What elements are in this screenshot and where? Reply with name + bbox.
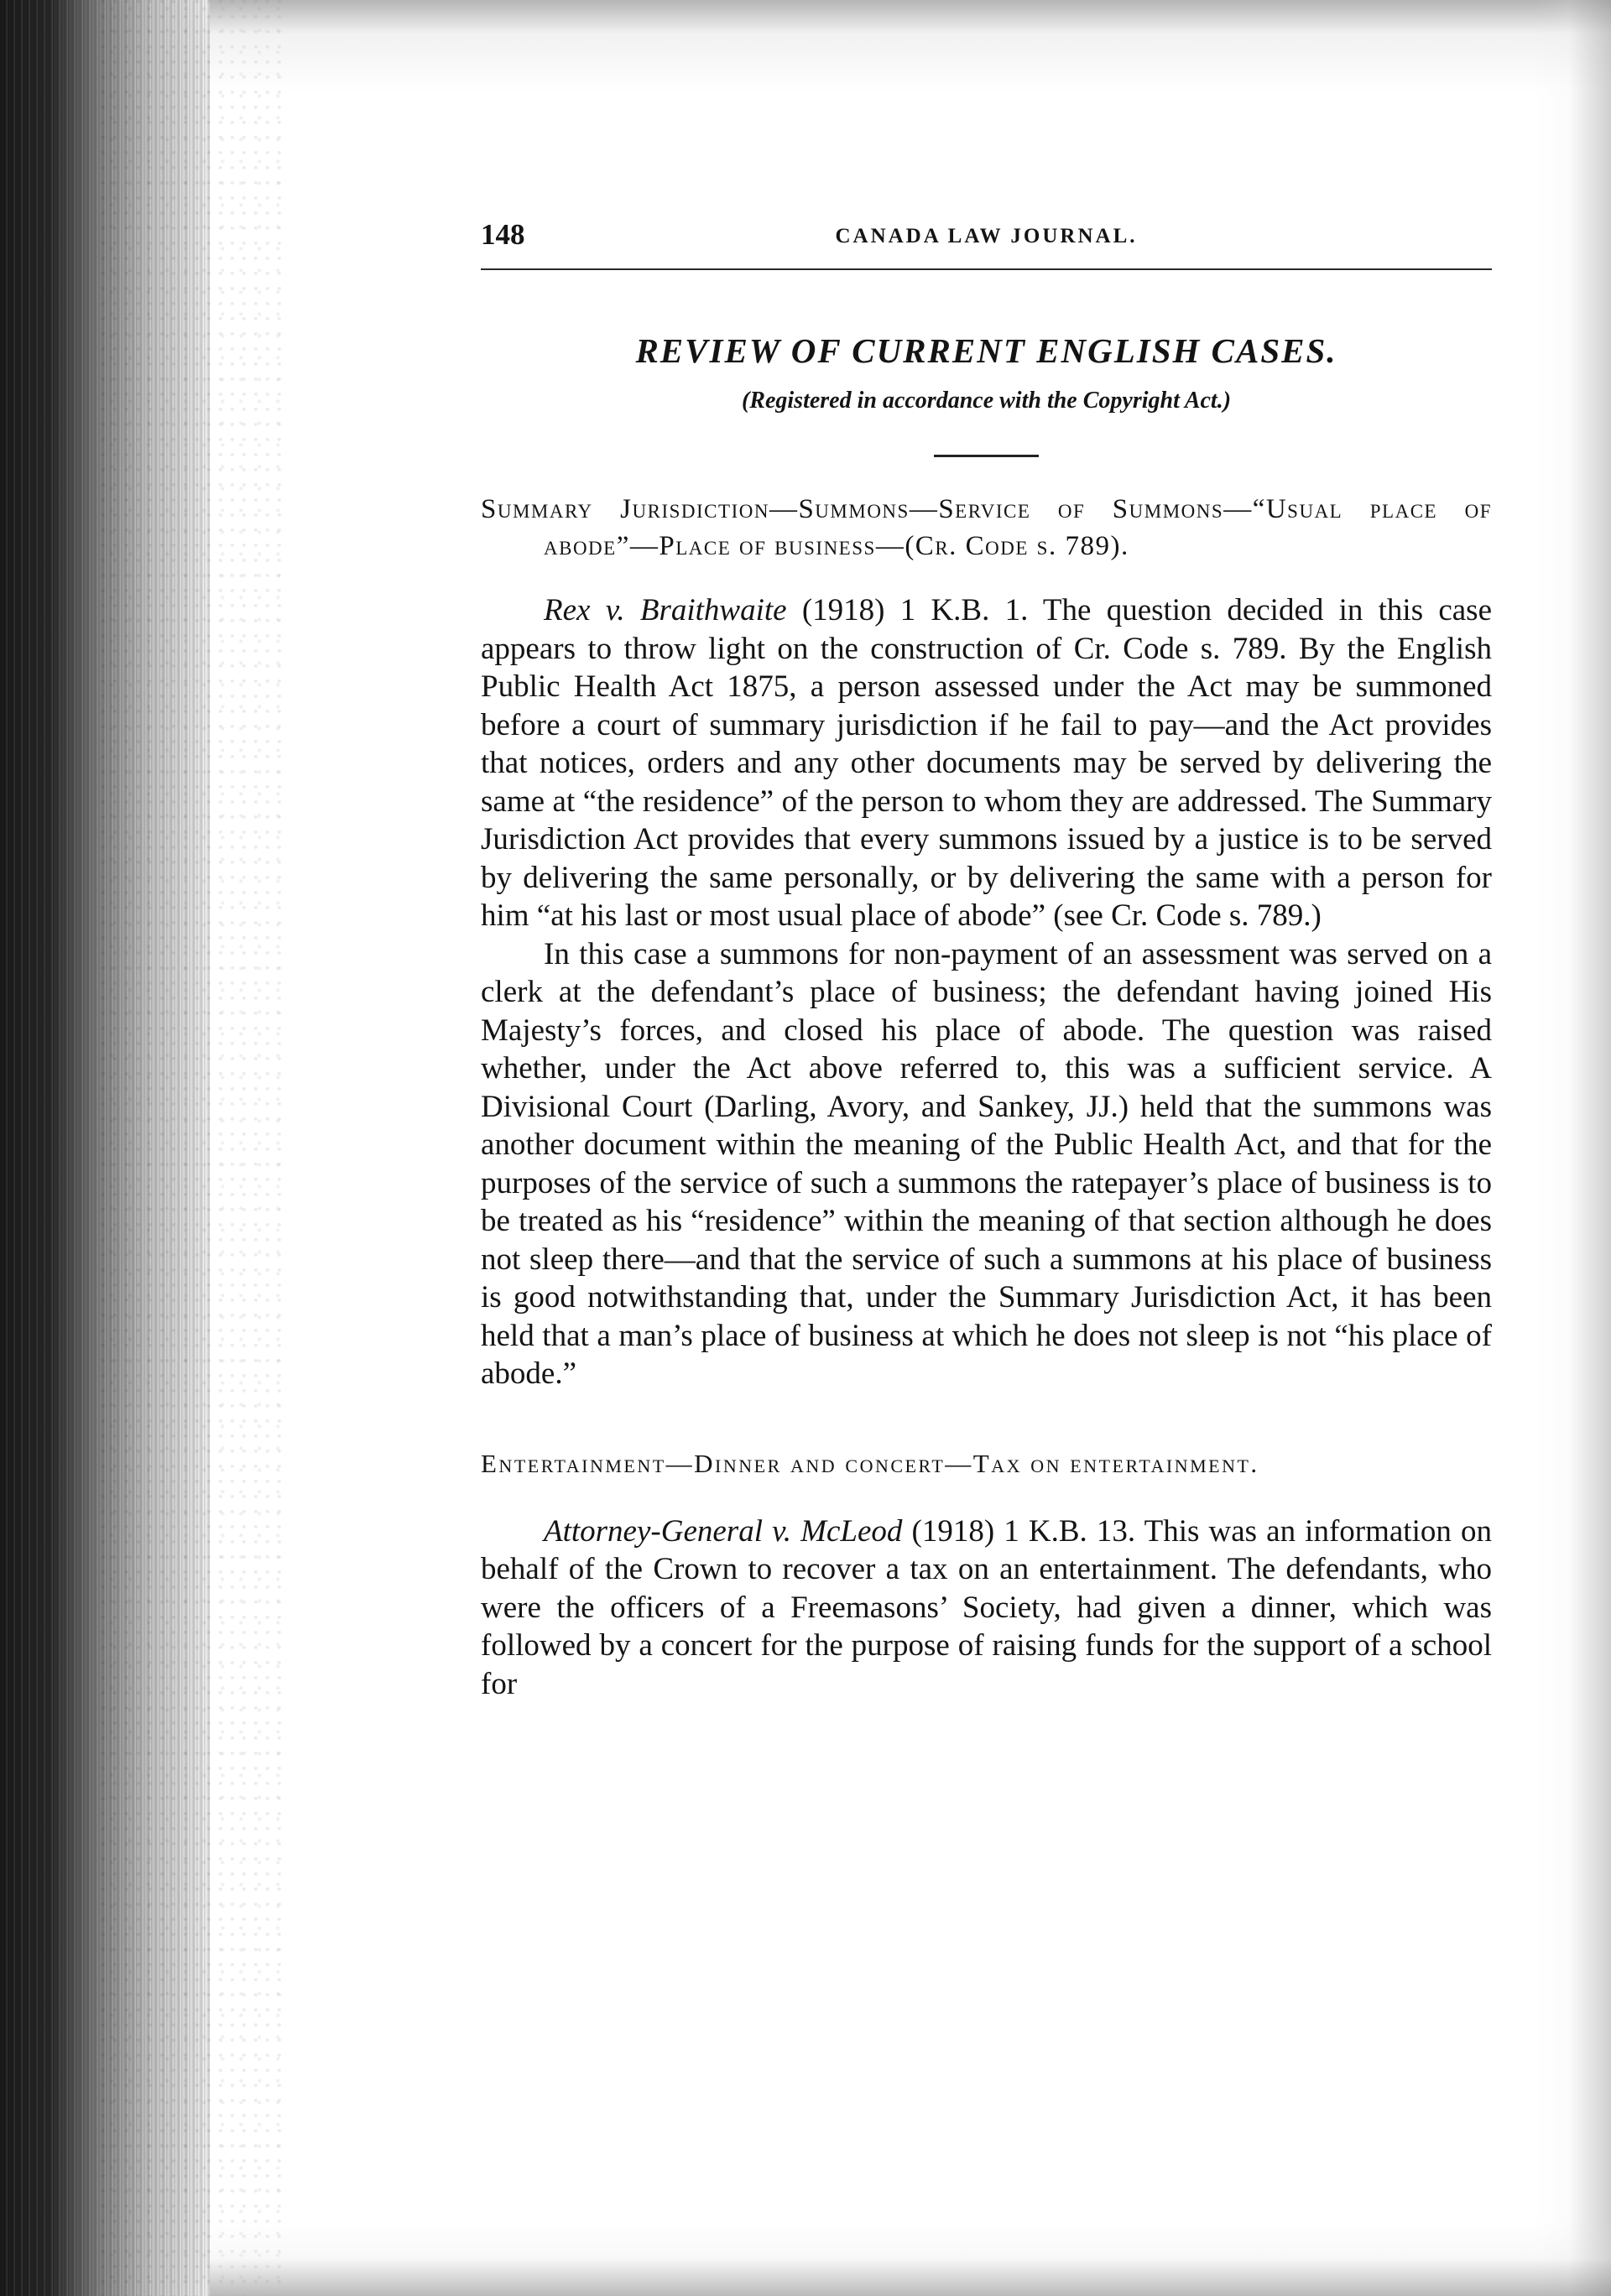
paragraph-text: (1918) 1 K.B. 1. The question decided in this case appears to throw light on the construction of Cr. Code s. 789. By the English Public Health Act 1875, a person assessed under the Act may be summoned before a court of summary jurisdiction if he fail to pay—and the Act provides that notices, orders and any other documents may be served by delivering the same at “the residence” of the person to whom they are addressed. The Summary Jurisdiction Act provides that every summons issued by a justice is to be served by delivering the same personally, or by delivering the same with a person for him “at his last or most usual place of abode” (see Cr. Code s. 789.)	[481, 593, 1493, 933]
running-title: CANADA LAW JOURNAL.	[835, 225, 1138, 247]
copyright-note: (Registered in accordance with the Copyright Act.)	[741, 388, 1232, 414]
page-right-edge	[1535, 0, 1611, 2296]
page-bottom-edge	[210, 2221, 1611, 2296]
paragraph-text: In this case a summons for non-payment of an assessment was served on a clerk at the defendant’s place of business; the defendant having joined His Majesty’s forces, and closed his place of abode. The question was raised whether, under the Act above referred to, this was a sufficient service. A Divisional Court (Darling, Avory, and Sankey, JJ.) held that the summons was another document within the meaning of the Public Health Act, and that for the purposes of the service of such a summons the ratepayer’s place of business is to be treated as his “residence” within the meaning of that section although he does not sleep there—and that the service of such a summons at his place of business is good notwithstanding that, under the Summary Jurisdiction Act, it has been held that a man’s place of business at which he does not sleep is not “his place of abode.”	[481, 936, 1492, 1391]
section-title: REVIEW OF CURRENT ENGLISH CASES.	[635, 331, 1337, 370]
page-top-edge	[210, 0, 1611, 92]
case-heading-summary-jurisdiction: Summary Jurisdiction—Summons—Service of Summons—“Usual place of abode”—Place of business—(Cr. Code s. 789).	[481, 494, 1492, 561]
case-name: Attorney-General v. McLeod	[544, 1513, 903, 1549]
case-paragraph	[481, 1512, 1492, 1704]
divider-rule	[934, 455, 1039, 457]
case-paragraph	[481, 591, 1492, 935]
case-heading-entertainment: Entertainment—Dinner and concert—Tax on entertainment.	[481, 1448, 1259, 1478]
journal-page	[481, 218, 1492, 1703]
case-paragraph	[481, 935, 1492, 1393]
page-number: 148	[481, 218, 525, 251]
case-name: Rex v. Braithwaite	[544, 593, 787, 627]
page-header	[481, 218, 1492, 270]
scan-speckle	[101, 0, 285, 2296]
paragraph-text: (1918) 1 K.B. 13. This was an information on behalf of the Crown to recover a tax on an entertainment. The defendants, who were the officers of a Freemasons’ Society, had given a dinner, which was followed by a concert for the purpose of raising funds for the support of a school for	[481, 1513, 1492, 1701]
